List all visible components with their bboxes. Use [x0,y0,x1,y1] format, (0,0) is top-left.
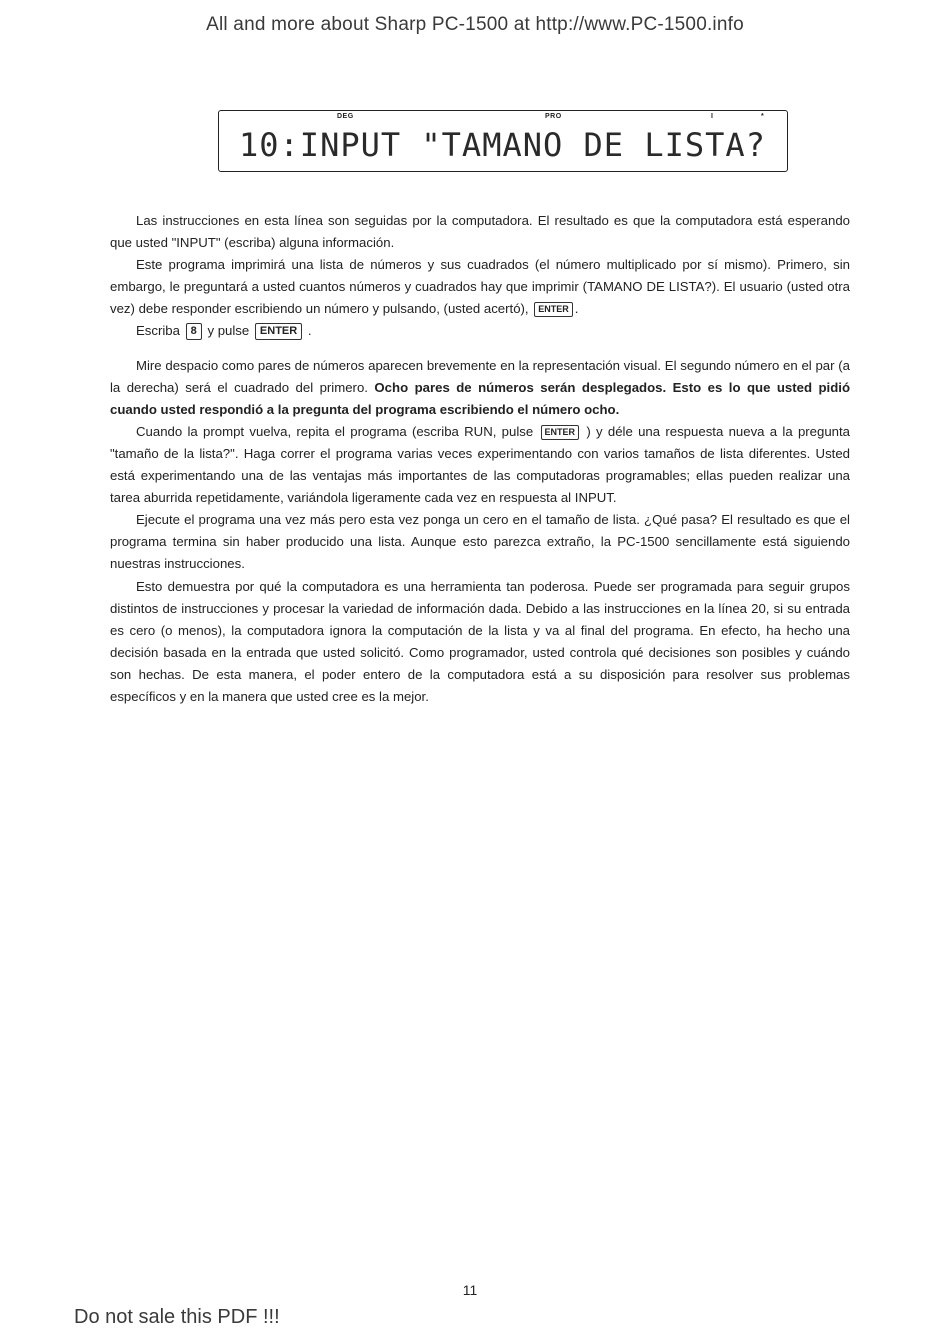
paragraph [110,421,850,509]
paragraph [110,254,850,320]
paragraph-text: . [307,323,312,339]
paragraph: Esto demuestra por qué la computadora es una herramienta tan poderosa. Puede ser programada para seguir grupos distintos de instrucciones y procesar la variedad de información dada. Debido a las instrucciones en la línea 20, si su entrada es cero (o menos), la computadora ignora la computación de la lista y va al final del programa. En efecto, ha hecho una decisión basada en la entrada que usted solicitó. Como programador, usted controla qué decisiones son posibles y cuándo son hechas. De esta manera, el poder entero de la computadora está a su disposición para resolver sus problemas específicos y en la manera que usted cree es la mejor. [110,578,850,704]
paragraph-text: Este programa imprimirá una lista de números y sus cuadrados (el número multiplicado por sí mismo). Primero, sin embargo, le preguntará a usted cuantos números y cuadrados hay que imprimir (TAMANO DE LISTA?). El usuario (usted otra vez) debe responder escribiendo un número y pulsando, (usted acertó), [110,257,850,317]
i-annunciator: I [711,113,714,120]
star-annunciator: * [761,113,765,120]
enter-key: ENTER [255,323,302,340]
footer-note: Do not sale this PDF !!! [74,1306,280,1328]
site-header: All and more about Sharp PC-1500 at http://www.PC-1500.info [206,14,744,35]
paragraph-text: Cuando la prompt vuelva, repita el programa (escriba RUN, pulse [136,423,534,439]
paragraph [110,355,850,421]
lcd-text: 10:INPUT "TAMANO DE LISTA? [239,126,766,164]
pro-annunciator: PRO [545,113,562,120]
paragraph [110,320,850,342]
paragraph-text: ) y déle una respuesta nueva a la pregunta "tamaño de la lista?". Haga correr el programa varias veces experimentando con varios tamaños de lista diferentes. Usted está experimentando una de las ventajas más importantes de las computadoras programables; ellas pueden realizar una tarea aburrida repetidamente, variándola ligeramente cada vez en respuesta al INPUT. [110,423,851,506]
enter-key: ENTER [541,425,580,440]
body-text [110,210,850,708]
paragraph-text: y pulse [207,323,250,339]
paragraph-text-bold: Ocho pares de números serán desplegados. Esto es lo que usted pidió cuando usted respondió a la pregunta del programa escribiendo el número ocho. [110,379,850,417]
paragraph-text: Mire despacio como pares de números aparecen brevemente en la representación visual. El segundo número en el par (a la derecha) será el cuadrado del primero. [110,357,850,395]
eight-key: 8 [186,323,202,340]
paragraph: Ejecute el programa una vez más pero esta vez ponga un cero en el tamaño de lista. ¿Qué pasa? El resultado es que el programa termina sin haber producido una lista. Aunque esto parezca extraño, la PC-1500 sencillamente está siguiendo nuestras instrucciones. [110,512,850,572]
enter-key: ENTER [534,302,573,317]
deg-annunciator: DEG [337,113,354,120]
lcd-display [218,110,788,172]
paragraph: Las instrucciones en esta línea son seguidas por la computadora. El resultado es que la computadora está esperando que usted "INPUT" (escriba) alguna información. [110,213,850,251]
paragraph-text: . [574,301,579,317]
paragraph-text: Escriba [136,323,180,339]
page-number: 11 [462,1282,478,1298]
